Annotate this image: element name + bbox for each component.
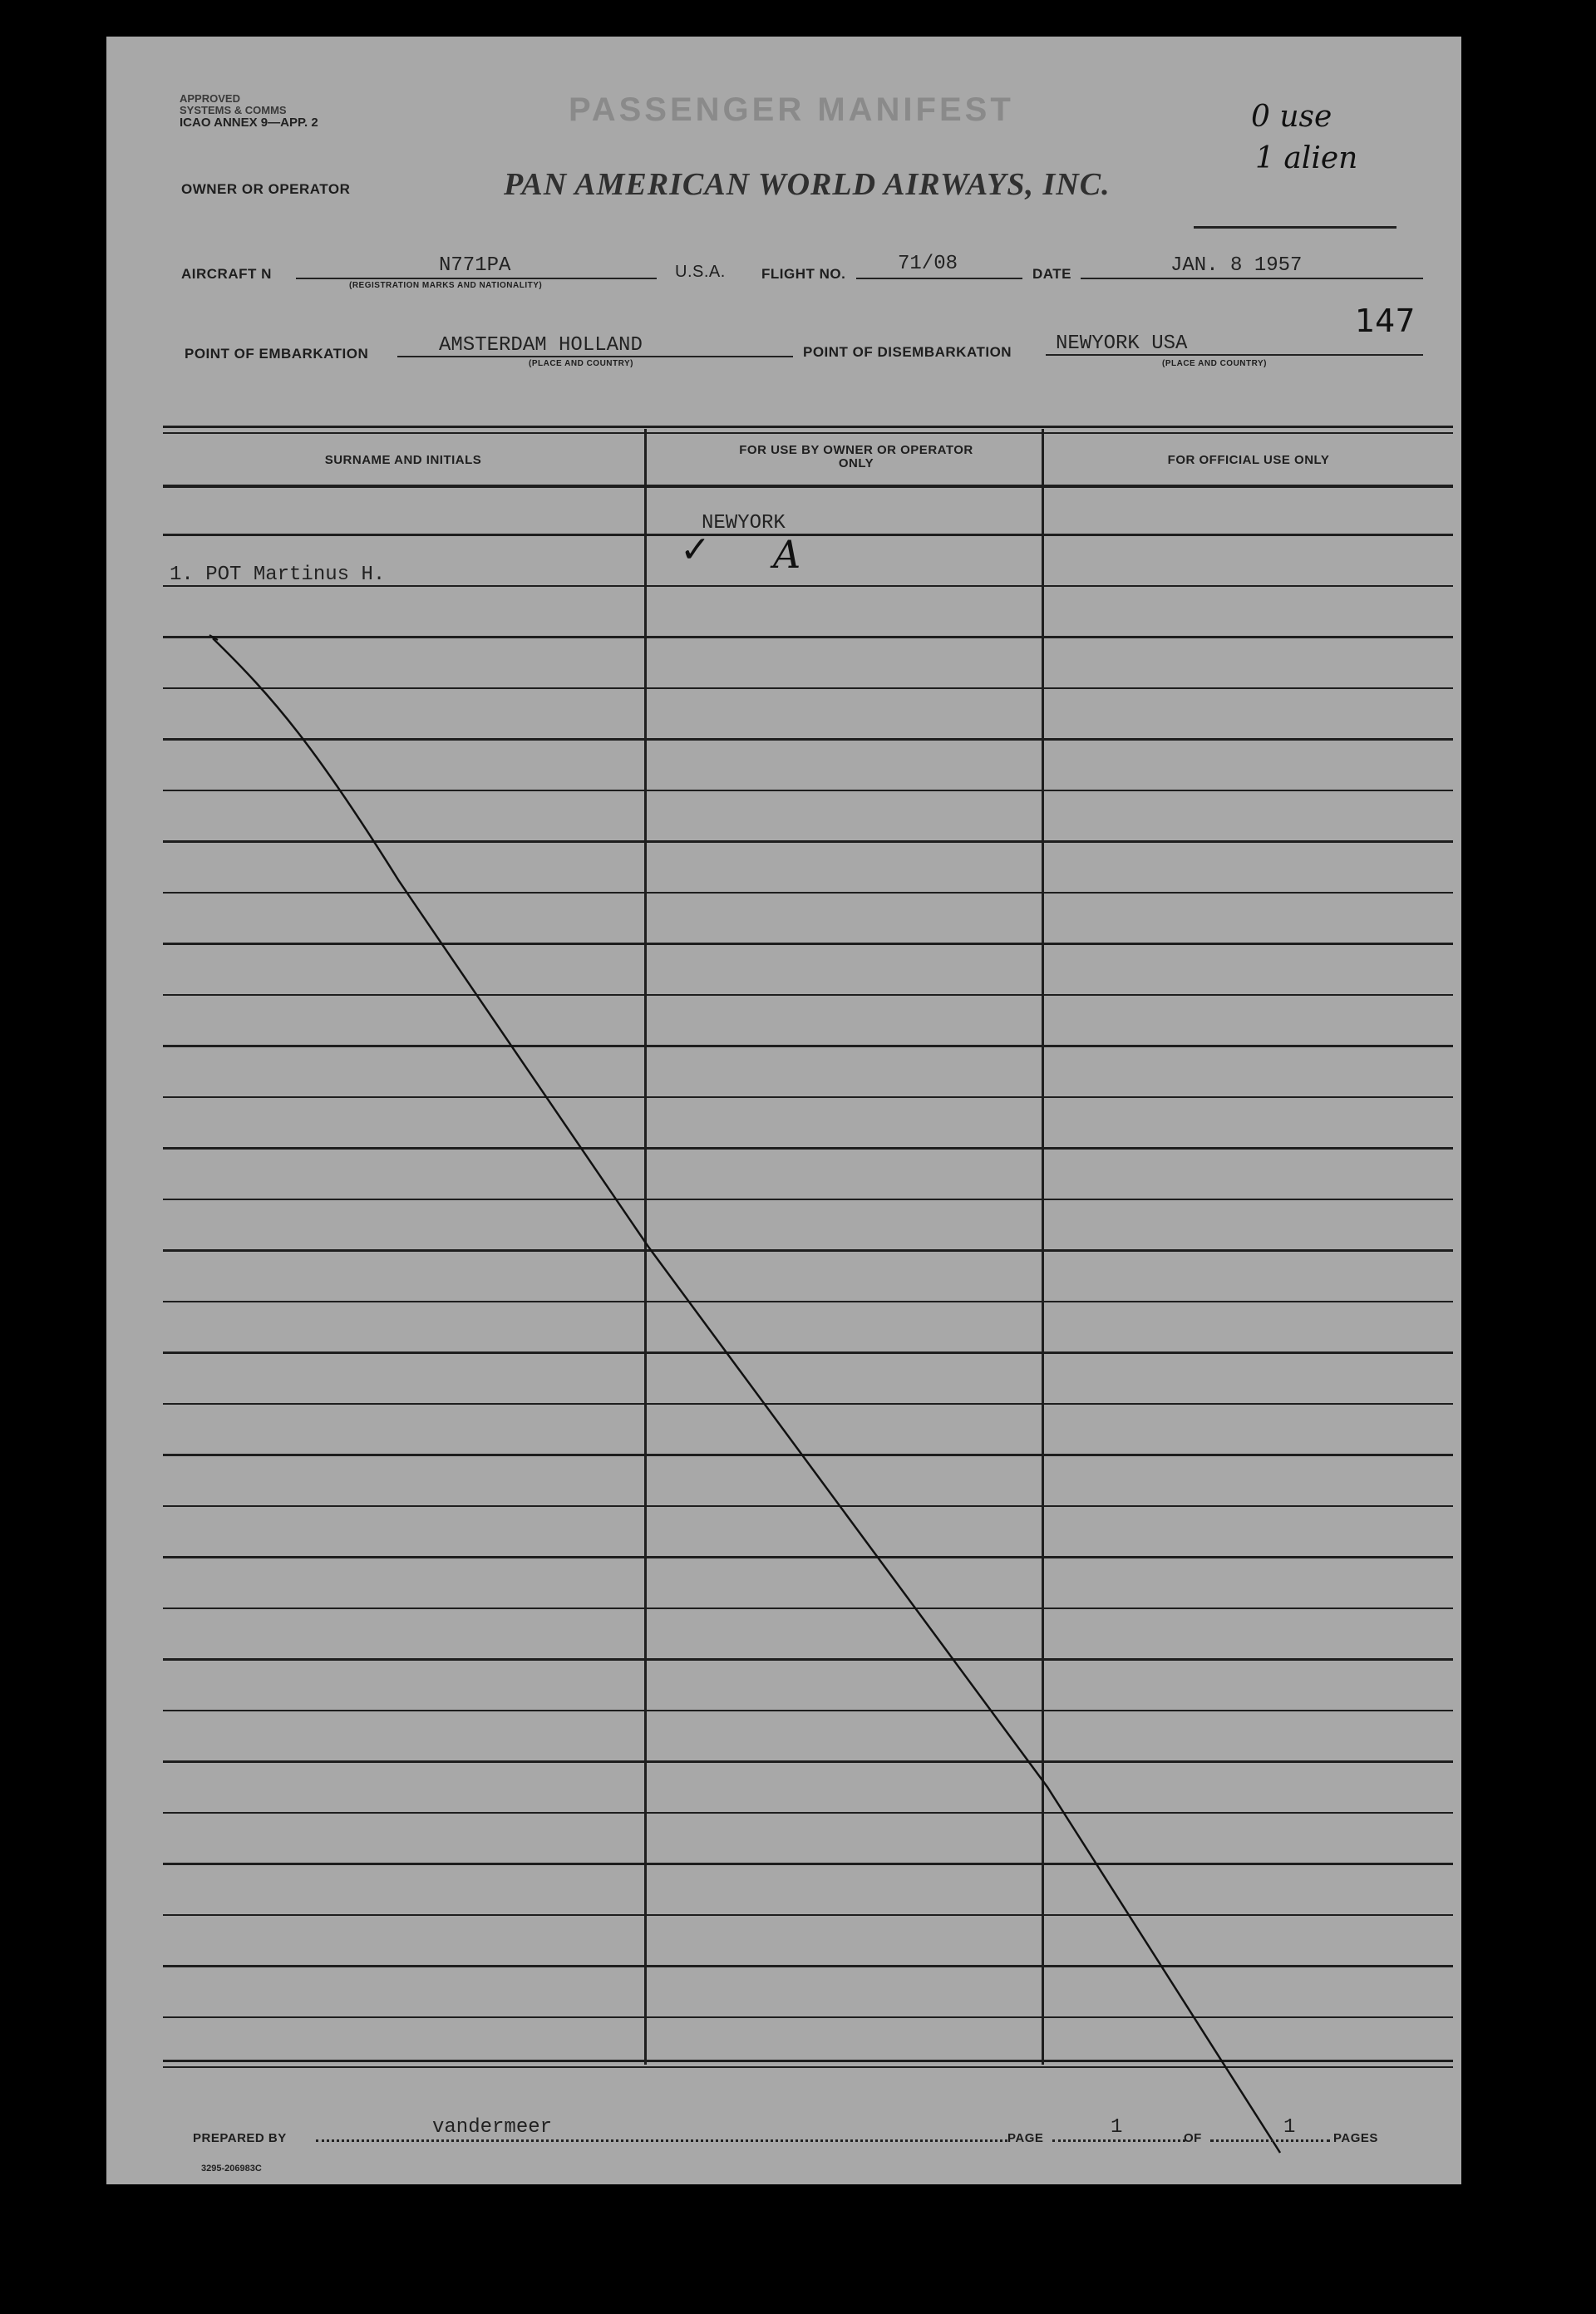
flight-value: 71/08	[898, 253, 958, 275]
page-underline	[1052, 2139, 1185, 2142]
page-number-stamp: 147	[1355, 303, 1416, 339]
owner-value: PAN AMERICAN WORLD AIRWAYS, INC.	[504, 167, 1111, 202]
of-underline	[1210, 2139, 1330, 2142]
page-label: PAGE	[1007, 2131, 1044, 2145]
form-code: 3295-206983C	[201, 2164, 262, 2174]
owner-label: OWNER OR OPERATOR	[181, 181, 351, 197]
aircraft-note: (REGISTRATION MARKS AND NATIONALITY)	[349, 281, 543, 290]
class-letter: A	[773, 532, 801, 577]
disembark-note: (PLACE AND COUNTRY)	[1162, 359, 1267, 368]
col-header-operator: FOR USE BY OWNER OR OPERATOR ONLY	[739, 443, 973, 470]
disembark-value: NEWYORK USA	[1056, 332, 1188, 355]
embark-note: (PLACE AND COUNTRY)	[529, 359, 633, 368]
flight-label: FLIGHT NO.	[761, 266, 846, 282]
embark-label: POINT OF EMBARKATION	[185, 346, 369, 362]
passenger-operator-note: NEWYORK	[702, 512, 786, 534]
prepared-value: vandermeer	[432, 2116, 553, 2139]
of-label: OF	[1184, 2131, 1202, 2145]
pages-label: PAGES	[1333, 2131, 1378, 2145]
col-header-surname: SURNAME AND INITIALS	[324, 453, 482, 467]
of-value: 1	[1283, 2116, 1296, 2139]
prepared-label: PREPARED BY	[193, 2131, 287, 2145]
date-label: DATE	[1032, 266, 1072, 282]
embark-value: AMSTERDAM HOLLAND	[439, 334, 643, 357]
aircraft-value: N771PA	[439, 254, 511, 277]
handwriting-use-count: 0 use	[1251, 100, 1332, 134]
nationality-label: U.S.A.	[675, 263, 726, 281]
check-mark: ✓	[680, 529, 711, 571]
date-value: JAN. 8 1957	[1170, 254, 1303, 277]
col-header-official: FOR OFFICIAL USE ONLY	[1167, 453, 1330, 467]
approval-line-1: APPROVED	[180, 92, 240, 105]
page-value: 1	[1111, 2116, 1123, 2139]
approval-line-2: SYSTEMS & COMMS	[180, 104, 287, 116]
aircraft-label: AIRCRAFT N	[181, 266, 272, 282]
prepared-underline	[316, 2139, 1007, 2142]
approval-line-3: ICAO ANNEX 9—APP. 2	[180, 116, 318, 130]
form-title: PASSENGER MANIFEST	[569, 91, 1014, 128]
handwriting-alien-count: 1 alien	[1255, 141, 1358, 175]
disembark-label: POINT OF DISEMBARKATION	[803, 344, 1012, 360]
passenger-name: 1. POT Martinus H.	[170, 564, 386, 586]
